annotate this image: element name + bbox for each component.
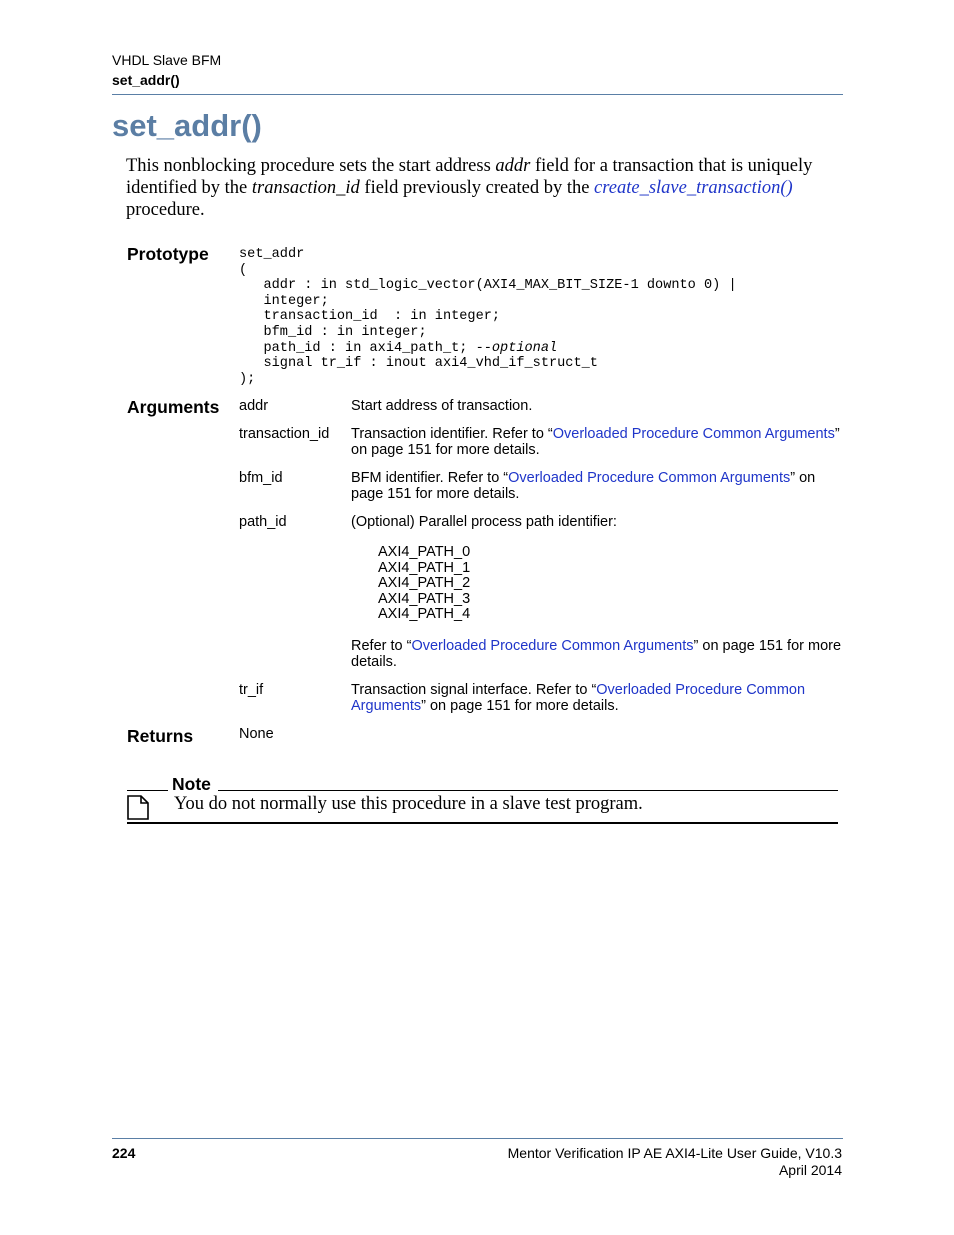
path-id-values [378, 545, 470, 623]
arg-name-tr-if: tr_if [239, 682, 264, 698]
path-value: AXI4_PATH_1 [378, 559, 471, 576]
arg-desc-transaction-id: Transaction identifier. Refer to “Overloaded Procedure Common Arguments” on page 151 for more details. [351, 426, 840, 458]
footer-rule [112, 1138, 843, 1139]
note-rule-left [127, 790, 168, 791]
path-value: AXI4_PATH_2 [378, 575, 471, 592]
footer-guide-title: Mentor Verification IP AE AXI4-Lite User Guide, V10.3 [507, 1145, 842, 1161]
path-value: AXI4_PATH_4 [378, 606, 471, 623]
note-label: Note [172, 774, 211, 794]
prototype-heading: Prototype [127, 244, 209, 264]
arg-desc-bfm-id: BFM identifier. Refer to “Overloaded Procedure Common Arguments” on page 151 for more details. [351, 470, 816, 502]
returns-heading: Returns [127, 726, 194, 746]
overloaded-args-link[interactable]: Overloaded Procedure Common Arguments [552, 426, 835, 442]
path-value: AXI4_PATH_0 [378, 544, 471, 560]
note-rule-right [218, 790, 838, 791]
note-rule-bottom [127, 822, 838, 824]
footer-guide-info [508, 1145, 842, 1179]
arg-desc-path-id-refer: Refer to “Overloaded Procedure Common Arguments” on page 151 for more details. [351, 638, 842, 670]
note-page-icon [126, 795, 150, 821]
arg-name-bfm-id: bfm_id [239, 470, 283, 486]
overloaded-args-link[interactable]: Overloaded Procedure Common Arguments [411, 638, 694, 654]
create-slave-transaction-link[interactable]: create_slave_transaction() [594, 178, 793, 198]
running-header-section: VHDL Slave BFM [112, 52, 222, 68]
note-text: You do not normally use this procedure in a slave test program. [174, 794, 643, 814]
footer-date: April 2014 [778, 1162, 842, 1178]
arg-desc-tr-if: Transaction signal interface. Refer to “Overloaded Procedure Common Arguments” on page 151 for more details. [351, 682, 806, 714]
arg-name-transaction-id: transaction_id [239, 426, 330, 442]
page-title: set_addr() [112, 108, 262, 143]
page-number: 224 [112, 1145, 136, 1161]
arg-name-path-id: path_id [239, 514, 287, 530]
arg-name-addr: addr [239, 398, 269, 414]
running-header-topic: set_addr() [112, 72, 180, 88]
arguments-heading: Arguments [127, 397, 220, 417]
header-rule [112, 94, 843, 95]
overloaded-args-link[interactable]: Overloaded Procedure Common Arguments [508, 470, 791, 486]
intro-paragraph: This nonblocking procedure sets the start address addr field for a transaction that is uniquely identified by the transaction_id field previously created by the create_slave_transaction() procedure. [126, 156, 813, 220]
arg-desc-addr: Start address of transaction. [351, 398, 533, 414]
overloaded-args-link[interactable]: Overloaded Procedure Common Arguments [351, 682, 806, 714]
returns-value: None [239, 726, 274, 742]
arg-desc-path-id: (Optional) Parallel process path identifier: [351, 514, 617, 530]
path-value: AXI4_PATH_3 [378, 590, 471, 607]
prototype-code: set_addr ( addr : in std_logic_vector(AXI4_MAX_BIT_SIZE-1 downto 0) | integer; transaction_id : in integer; bfm_id : in integer; path_id : in axi4_path_t; --optional signal tr_if : inout axi4_vhd_if_struct_t ); [239, 247, 737, 387]
